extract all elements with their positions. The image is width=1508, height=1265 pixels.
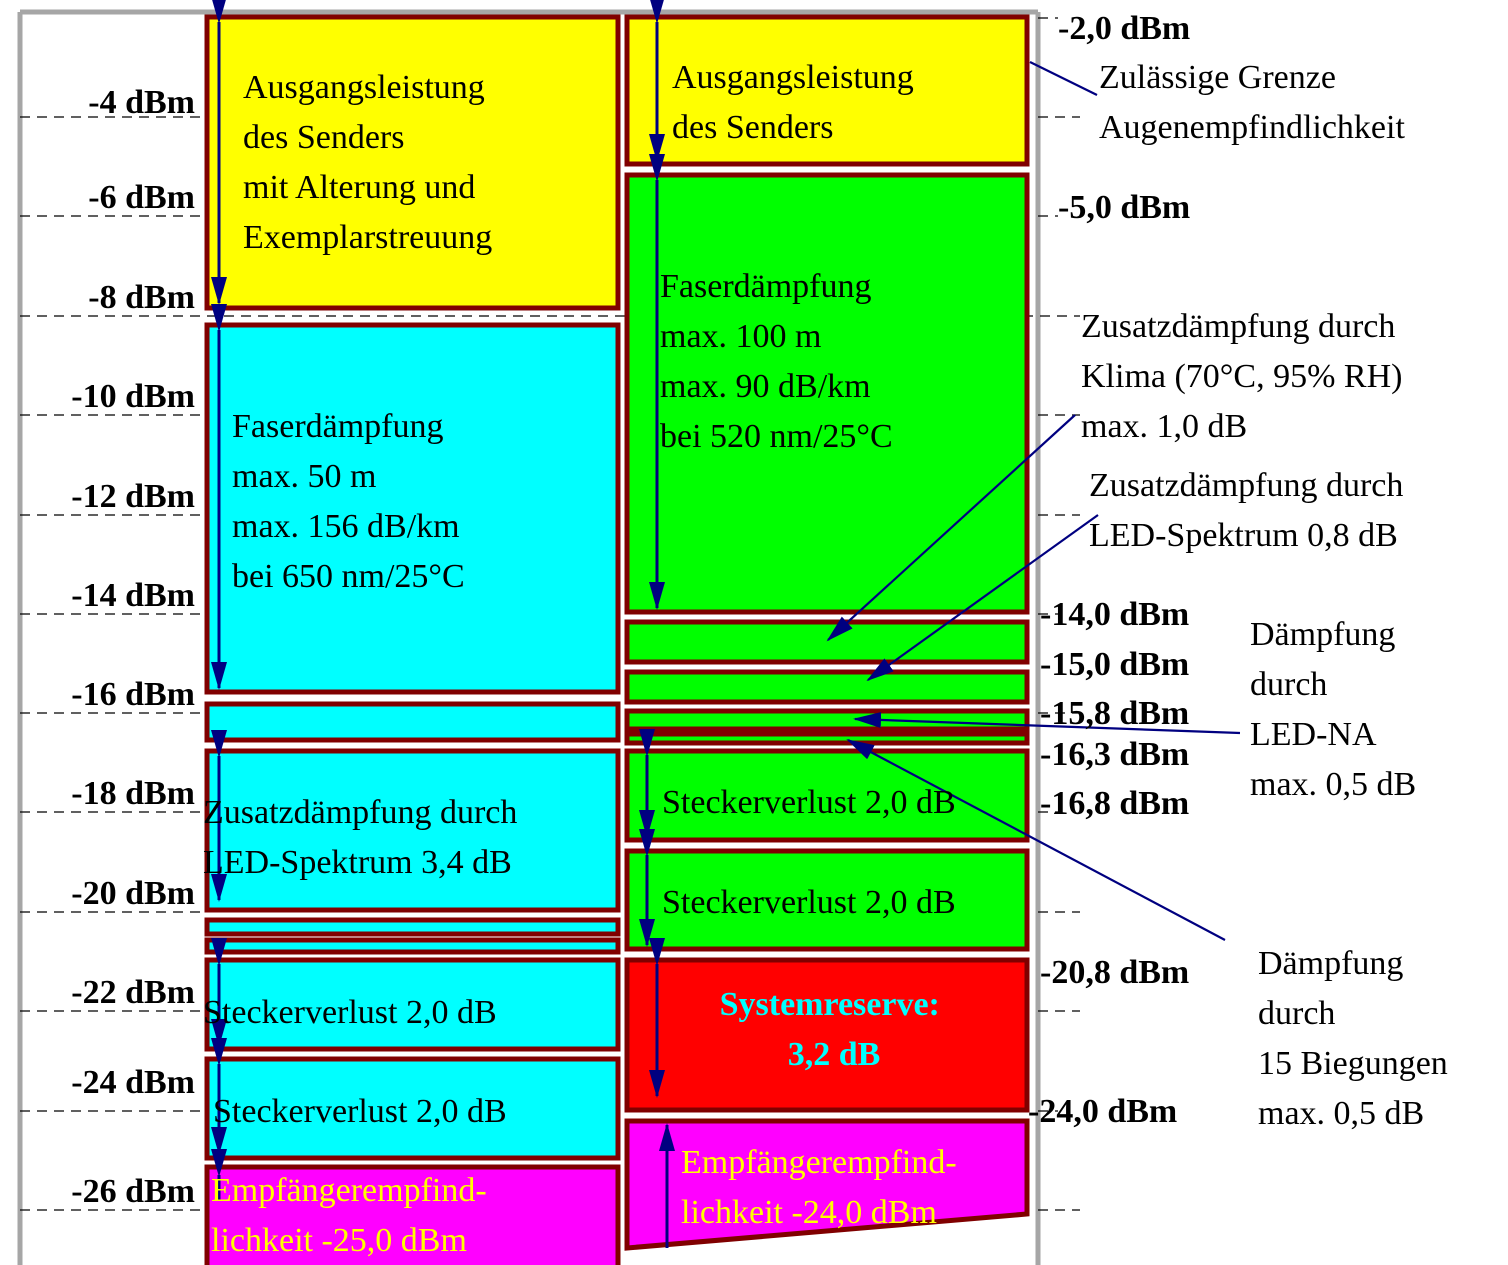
left-axis-tick: -12 dBm — [71, 478, 195, 515]
left-axis-tick: -4 dBm — [88, 84, 195, 121]
left-sender-text: Ausgangsleistung des Senders mit Alterung und Exemplarstreuung — [243, 69, 493, 256]
right-reserve-text: Systemreserve: 3,2 dB — [719, 986, 940, 1073]
left-axis-tick: -26 dBm — [71, 1173, 195, 1210]
right-connector-text-2: Steckerverlust 2,0 dB — [662, 884, 956, 921]
right-axis-tick: -16,8 dBm — [1040, 785, 1190, 822]
right-receiver-text: Empfängerempfind- lichkeit -24,0 dBm — [681, 1144, 957, 1231]
right-axis-tick: -24,0 dBm — [1028, 1093, 1178, 1130]
left-thin-block-2 — [207, 920, 618, 934]
right-connector-text-1: Steckerverlust 2,0 dB — [662, 784, 956, 821]
right-led-na-block — [627, 711, 1027, 729]
right-reserve-block — [627, 960, 1027, 1110]
left-axis-tick: -6 dBm — [88, 179, 195, 216]
annotation-led-spectrum: Zusatzdämpfung durch LED-Spektrum 0,8 dB — [1089, 467, 1404, 554]
right-climate-block — [627, 622, 1027, 662]
annotation-climate: Zusatzdämpfung durch Klima (70°C, 95% RH) max. 1,0 dB — [1081, 308, 1403, 445]
left-connector-text-1: Steckerverlust 2,0 dB — [203, 994, 497, 1031]
right-axis-tick: -14,0 dBm — [1040, 596, 1190, 633]
left-axis-tick: -16 dBm — [71, 676, 195, 713]
right-fiber-text: Faserdämpfung max. 100 m max. 90 dB/km bei 520 nm/25°C — [660, 268, 893, 455]
left-receiver-text: Empfängerempfind- lichkeit -25,0 dBm — [211, 1172, 487, 1259]
right-led-spectrum-block — [627, 672, 1027, 702]
right-sender-text: Ausgangsleistung des Senders — [672, 59, 914, 146]
right-axis-tick: -15,0 dBm — [1040, 646, 1190, 683]
annotation-bends: Dämpfung durch 15 Biegungen max. 0,5 dB — [1258, 945, 1448, 1132]
left-axis-tick: -20 dBm — [71, 875, 195, 912]
left-axis-tick: -14 dBm — [71, 577, 195, 614]
left-fiber-text: Faserdämpfung max. 50 m max. 156 dB/km bei 650 nm/25°C — [232, 408, 465, 595]
right-axis-tick: -15,8 dBm — [1040, 695, 1190, 732]
right-axis-tick: -2,0 dBm — [1058, 10, 1191, 47]
left-axis-tick: -8 dBm — [88, 279, 195, 316]
left-thin-block-1 — [207, 704, 618, 740]
right-axis-tick: -5,0 dBm — [1058, 189, 1191, 226]
left-axis-tick: -24 dBm — [71, 1064, 195, 1101]
left-axis-tick: -22 dBm — [71, 974, 195, 1011]
left-led-spectrum-text: Zusatzdämpfung durch LED-Spektrum 3,4 dB — [203, 794, 518, 881]
left-sender-block — [207, 17, 618, 308]
annotation-led-na: Dämpfung durch LED-NA max. 0,5 dB — [1250, 616, 1417, 803]
right-axis-tick: -16,3 dBm — [1040, 736, 1190, 773]
left-axis-tick: -10 dBm — [71, 378, 195, 415]
right-bends-block — [627, 734, 1027, 743]
annotation-eye-limit: Zulässige Grenze Augenempfindlichkeit — [1099, 59, 1405, 146]
left-connector-text-2: Steckerverlust 2,0 dB — [213, 1093, 507, 1130]
left-thin-block-3 — [207, 940, 618, 952]
right-axis-tick: -20,8 dBm — [1040, 954, 1190, 991]
left-axis-tick: -18 dBm — [71, 775, 195, 812]
